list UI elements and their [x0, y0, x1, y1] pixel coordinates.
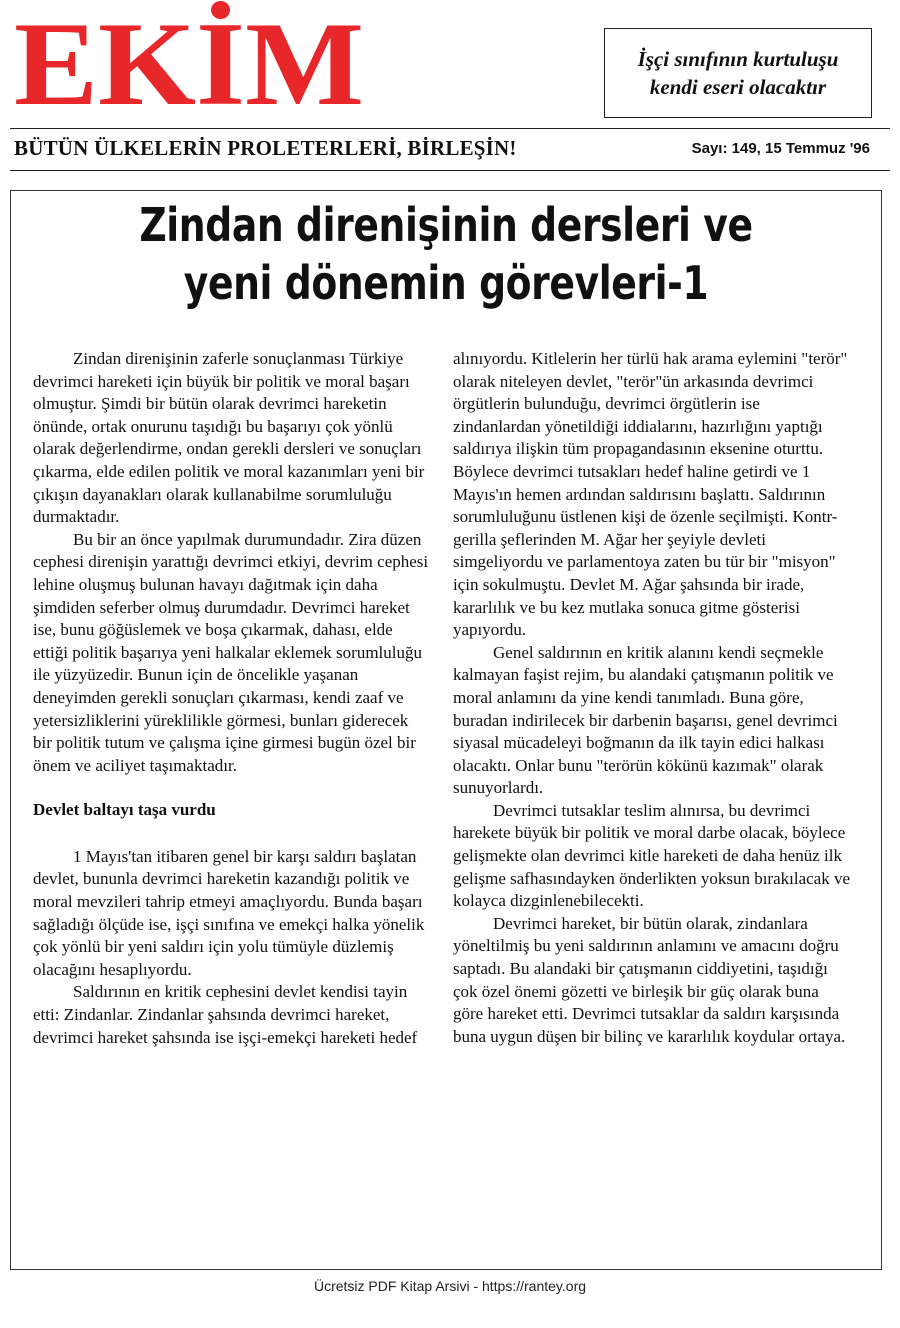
section-subhead: Devlet baltayı taşa vurdu [33, 800, 216, 820]
motto-line-2: kendi eseri olacaktır [649, 75, 827, 99]
motto-box [604, 28, 872, 118]
paragraph: Devrimci hareket, bir bütün olarak, zindanlara yöneltilmiş bu yeni saldırının anlamını ve amacını doğru saptadı. Bu alandaki bir çatışmanın ciddiyetini, taşıdığı çok özel önemi gözetti ve birleşik bir güç olarak buna göre hareket etti. Devrimci tutsaklar da saldırı karşısında buna uygun düşen bir bilinç ve kararlılık koydular ortaya. [453, 913, 846, 1046]
paragraph: Devrimci tutsaklar teslim alınırsa, bu devrimci harekete büyük bir politik ve moral darbe olacak, böylece gelişmekte olan devrimci kitle hareketi de daha henüz ilk gelişme safhasındayken önderlikten yoksun bırakılacak ve kolayca dizginlenebilecekti. [453, 800, 851, 911]
paragraph: Genel saldırının en kritik alanını kendi seçmekle kalmayan faşist rejim, bu alandaki çatışmanın politik ve moral anlamını da yine kendi tanımladı. Buna göre, buradan indirilecek bir darbenin başarısı, genel devrimci siyasal mücadeleyi boğmanın da ilk tayin edici halkası olacaktı. Onlar bunu "terörün kökünü kazımak" olarak sunuyorlardı. [453, 642, 838, 798]
paragraph: Zindan direnişinin zaferle sonuçlanması Türkiye devrimci hareketi için büyük bir politik ve moral başarı olmuştur. Şimdi bir bütün olarak devrimci hareketin önünde, ortak onurunu taşıdığı bu başarıyı çok yönlü olarak değerlendirme, ondan gerekli dersleri ve sonuçları çıkarma, elde edilen politik ve moral kazanımları yeni bir çıkışın dayanakları olarak kullanabilme sorumluluğu durmaktadır. [33, 349, 425, 527]
article-headline [88, 196, 803, 312]
footer-link[interactable]: Ücretsiz PDF Kitap Arsivi - https://rantey.org [313, 1278, 587, 1294]
slogan: BÜTÜN ÜLKELERİN PROLETERLERİ, BİRLEŞİN! [14, 136, 517, 160]
masthead-rule-bottom [10, 170, 890, 171]
article-column-left [33, 348, 429, 1049]
issue-info: Sayı: 149, 15 Temmuz '96 [691, 140, 870, 157]
paragraph: Saldırının en kritik cephesini devlet kendisi tayin etti: Zindanlar. Zindanlar şahsında devrimci hareket, devrimci hareket şahsında ise işçi-emekçi hareketi hedef [33, 982, 418, 1047]
paragraph: alınıyordu. Kitlelerin her türlü hak arama eylemini "terör" olarak niteleyen devlet, "terör"ün arkasında devrimci örgütlerin bulunduğu, devrimci örgütlerin ise zindanlardan yönetildiği iddialarını, hazırlığını yaptığı saldırıya ilişkin tüm propagandasının eksenine oturttu. Böylece devrimci tutsakları hedef haline getirdi ve 1 Mayıs'ın hemen ardından saldırısını başlattı. Saldırının sorumluluğunu üstlenen kişi de özenle seçilmişti. Kontr-gerilla şeflerinden M. Ağar her şeyiyle devleti simgeliyordu ve parlamentoya zaten bu tür bir "misyon" için sokulmuştu. Devlet M. Ağar şahsında bir irade, kararlılık ve bu kez mutlaka sonuca gitme gösterisi yapıyordu. [453, 349, 848, 640]
motto-line-1: İşçi sınıfının kurtuluşu [637, 47, 839, 71]
headline-line-2: yeni dönemin görevleri-1 [183, 256, 709, 310]
masthead-logo: EKİM [14, 0, 365, 131]
masthead-rule-top [10, 128, 890, 129]
headline-line-1: Zindan direnişinin dersleri ve [139, 198, 753, 252]
article-column-right [453, 348, 851, 1048]
paragraph: Bu bir an önce yapılmak durumundadır. Zira düzen cephesi direnişin yarattığı devrimci etkiyi, devrim cephesi lehine oluşmuş bulunan havayı dağıtmak için daha şimdiden seferber olmuş durumdadır. Devrimci hareket ise, bunu göğüslemek ve boşa çıkarmak, dahası, elde ettiği politik başarıya yeni halkalar eklemek sorumluluğu ile yüzyüzedir. Bunun için de öncelikle yaşanan deneyimden gerekli sonuçları çıkarması, kendi zaaf ve yetersizliklerini yüreklilikle görmesi, bunları giderecek bir politik tutum ve çalışma içine girmesi bugün özel bir önem ve aciliyet taşımaktadır. [33, 529, 429, 775]
paragraph: 1 Mayıs'tan itibaren genel bir karşı saldırı başlatan devlet, bununla devrimci hareketin kazandığı politik ve moral mevzileri tahrip etmeyi amaçlıyordu. Bunda başarı sağladığı ölçüde ise, işçi sınıfına ve emekçi halka yönelik çok yönlü bir yeni saldırı için yolu tümüyle düzlemiş olacağını hesaplıyordu. [33, 846, 425, 979]
